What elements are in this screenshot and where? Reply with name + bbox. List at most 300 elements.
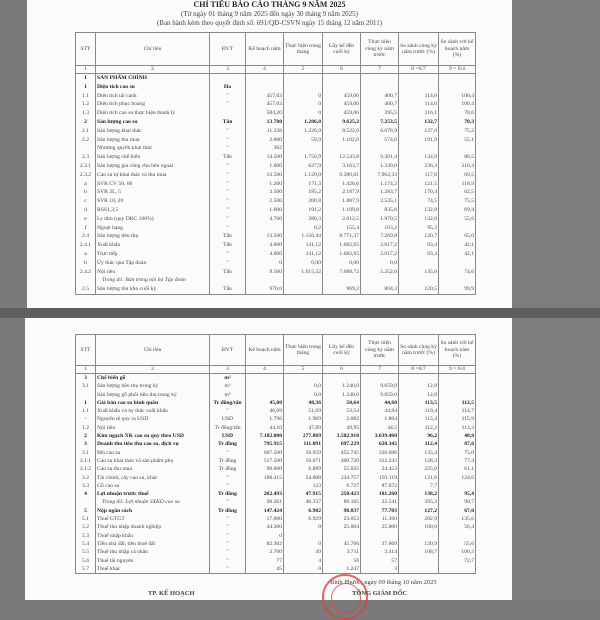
- value-cell: 1.240,0: [323, 382, 361, 390]
- row-unit: ": [210, 215, 246, 224]
- value-cell: 697.229: [323, 440, 361, 448]
- value-cell: 111.091: [284, 440, 323, 448]
- row-unit: ": [210, 482, 246, 490]
- row-unit: ": [210, 144, 246, 153]
- value-cell: 100,0: [399, 523, 439, 531]
- row-number: 2.3.2: [76, 171, 96, 180]
- row-unit: ": [210, 92, 246, 101]
- value-cell: 4: [284, 557, 323, 565]
- value-cell: 7.269,8: [361, 232, 399, 241]
- row-number: 3.1.2: [76, 465, 96, 473]
- value-cell: 124,6: [439, 474, 476, 482]
- value-cell: 86,5: [439, 153, 476, 162]
- row-label: Cao su thu mua: [96, 465, 210, 473]
- value-cell: [399, 83, 439, 92]
- value-cell: 141,12: [284, 250, 323, 259]
- column-header: So sánh với kế hoạch năm (%): [439, 33, 476, 66]
- value-cell: 48,8: [439, 432, 476, 440]
- value-cell: 13.500: [246, 232, 284, 241]
- value-cell: 23.053: [323, 515, 361, 523]
- row-label: Diện tích cao su: [96, 83, 210, 92]
- value-cell: 55,1: [439, 136, 476, 145]
- row-unit: Tr đồng/tấn: [210, 399, 246, 407]
- column-index: 4: [246, 366, 284, 374]
- value-cell: 181.260: [361, 490, 399, 498]
- value-cell: [323, 532, 361, 540]
- value-cell: 114,6: [399, 92, 439, 101]
- row-label: Mủ cao su: [96, 449, 210, 457]
- value-cell: 13.700: [246, 118, 284, 127]
- value-cell: 3.639.460: [361, 432, 399, 440]
- row-label: Doanh thu tiêu thụ cao su, dịch vụ: [96, 440, 210, 448]
- value-cell: [361, 374, 399, 383]
- value-cell: [246, 382, 284, 390]
- row-unit: ": [210, 171, 246, 180]
- place-date: Bình Phước, ngày 09 tháng 10 năm 2025: [330, 579, 437, 586]
- row-number: f: [76, 224, 96, 233]
- column-index: 6: [323, 66, 361, 74]
- document-decree: (Ban hành kèm theo quyết định số: 691/QĐ-CSVN ngày 15 tháng 12 năm 2011): [156, 19, 383, 27]
- value-cell: [284, 532, 323, 540]
- value-cell: 0: [284, 540, 323, 548]
- value-cell: [284, 285, 323, 294]
- table-row: [76, 507, 476, 515]
- row-label: SẢN PHẨM CHÍNH: [96, 74, 210, 83]
- table-row: [76, 557, 476, 565]
- value-cell: 970,0: [246, 285, 284, 294]
- value-cell: [284, 83, 323, 92]
- row-unit: ": [210, 498, 246, 506]
- column-header: Chỉ tiêu: [96, 335, 210, 366]
- column-index: 8 =6/7: [399, 66, 439, 74]
- row-unit: ": [210, 557, 246, 565]
- value-cell: 45: [246, 565, 284, 574]
- table-row: [76, 490, 476, 498]
- table-row: [76, 540, 476, 548]
- value-cell: 620.342: [361, 440, 399, 448]
- value-cell: 459,06: [323, 92, 361, 101]
- value-cell: 17.000: [246, 515, 284, 523]
- value-cell: 2.000: [246, 136, 284, 145]
- column-header: Thực hiện trong tháng: [284, 335, 323, 366]
- index-row: [76, 66, 476, 74]
- value-cell: 46,69: [246, 407, 284, 415]
- table-row: [76, 465, 476, 473]
- value-cell: 193.119: [361, 474, 399, 482]
- row-label: Thuế thu nhập cá nhân: [96, 548, 210, 556]
- table-row: [76, 92, 476, 101]
- table-row: [76, 474, 476, 482]
- row-number: 5.5: [76, 548, 96, 556]
- column-index: 3: [210, 66, 246, 74]
- row-unit: Tấn: [210, 285, 246, 294]
- value-cell: 574,6: [361, 136, 399, 145]
- table-row: [76, 374, 476, 383]
- value-cell: 127,6: [399, 127, 439, 136]
- row-number: 3: [76, 374, 96, 383]
- row-unit: ": [210, 474, 246, 482]
- table-row: [76, 215, 476, 224]
- column-header: So sánh cùng kỳ năm trước (%): [399, 33, 439, 66]
- value-cell: 77,4: [439, 457, 476, 465]
- value-cell: 1.600: [246, 206, 284, 215]
- value-cell: 607.500: [246, 449, 284, 457]
- value-cell: 11.338: [246, 127, 284, 136]
- row-unit: Tr đồng: [210, 507, 246, 515]
- value-cell: 0,0: [361, 259, 399, 268]
- value-cell: 69,5: [439, 171, 476, 180]
- row-number: 1.2: [76, 424, 96, 432]
- value-cell: 49,95: [323, 424, 361, 432]
- row-label: Cao su tự khai thác và thu mua: [96, 171, 210, 180]
- value-cell: [399, 374, 439, 383]
- value-cell: 95,4: [439, 490, 476, 498]
- value-cell: 191,2: [284, 206, 323, 215]
- row-unit: ": [210, 127, 246, 136]
- row-number: [76, 276, 96, 285]
- row-number: b: [76, 188, 96, 197]
- column-index: 5: [284, 366, 323, 374]
- value-cell: [284, 374, 323, 383]
- value-cell: 0,00: [284, 259, 323, 268]
- value-cell: 0: [246, 259, 284, 268]
- row-unit: USD: [210, 432, 246, 440]
- table-row: [76, 407, 476, 415]
- row-number: c: [76, 197, 96, 206]
- row-label: Ngoại hạng: [96, 224, 210, 233]
- row-number: 3.2: [76, 474, 96, 482]
- value-cell: 1.796: [246, 415, 284, 423]
- row-unit: Tấn: [210, 268, 246, 277]
- row-number: 1: [76, 399, 96, 407]
- row-unit: Tr đồng/tấn: [210, 424, 246, 432]
- value-cell: 119,4: [399, 407, 439, 415]
- value-cell: 6.982: [284, 507, 323, 515]
- value-cell: [361, 532, 399, 540]
- value-cell: 138,2: [399, 490, 439, 498]
- row-number: 2: [76, 432, 96, 440]
- row-number: 1.3: [76, 109, 96, 118]
- value-cell: 75,0: [439, 449, 476, 457]
- value-cell: [361, 144, 399, 153]
- value-cell: [246, 74, 284, 83]
- row-unit: Tấn: [210, 118, 246, 127]
- row-label: Chế biến gỗ: [96, 374, 210, 383]
- value-cell: 1.240,0: [323, 391, 361, 399]
- value-cell: 113,5: [399, 399, 439, 407]
- column-header: ĐVT: [210, 335, 246, 366]
- value-cell: [246, 276, 284, 285]
- value-cell: 1.339,0: [361, 162, 399, 171]
- value-cell: [439, 374, 476, 383]
- table-row: [76, 449, 476, 457]
- row-label: Cao su khai thác và sản phẩm phụ: [96, 457, 210, 465]
- value-cell: 517.500: [246, 457, 284, 465]
- value-cell: [439, 83, 476, 92]
- value-cell: 45,00: [246, 399, 284, 407]
- value-cell: 44,84: [361, 407, 399, 415]
- table-row: [76, 498, 476, 506]
- table-row: [76, 548, 476, 556]
- value-cell: 12.543,8: [323, 153, 361, 162]
- value-cell: 61,1: [439, 465, 476, 473]
- value-cell: 48,36: [284, 399, 323, 407]
- row-label: Sản lượng gia công cho bên ngoài: [96, 162, 210, 171]
- value-cell: 5.252,6: [361, 268, 399, 277]
- row-number: 2.1: [76, 127, 96, 136]
- row-label: Nội tiêu: [96, 268, 210, 277]
- row-number: [76, 498, 96, 506]
- value-cell: 9.659,0: [361, 391, 399, 399]
- row-label: Diện tích phục hoang: [96, 100, 210, 109]
- value-cell: 87.072: [361, 482, 399, 490]
- value-cell: [399, 74, 439, 83]
- row-number: 5.7: [76, 565, 96, 574]
- value-cell: 100,4: [439, 100, 476, 109]
- value-cell: 459,06: [323, 109, 361, 118]
- value-cell: 44.300: [246, 523, 284, 531]
- row-label: Ủy thác qua Tập đoàn: [96, 259, 210, 268]
- value-cell: 141,12: [284, 241, 323, 250]
- value-cell: [323, 74, 361, 83]
- value-cell: 188.415: [246, 474, 284, 482]
- row-unit: Tr đồng: [210, 440, 246, 448]
- value-cell: 202,9: [399, 515, 439, 523]
- value-cell: 0: [284, 523, 323, 531]
- value-cell: 2.612,5: [323, 215, 361, 224]
- value-cell: [323, 374, 361, 383]
- table-row: [76, 382, 476, 390]
- column-header: Lũy kế đến cuối kỳ: [323, 335, 361, 366]
- column-header: Thực hiện cùng kỳ năm trước: [361, 335, 399, 366]
- value-cell: 0: [246, 532, 284, 540]
- value-cell: [439, 259, 476, 268]
- value-cell: 316,4: [439, 162, 476, 171]
- row-unit: Tấn: [210, 153, 246, 162]
- row-number: 3.1: [76, 449, 96, 457]
- value-cell: 44,10: [246, 424, 284, 432]
- value-cell: 77.703: [361, 507, 399, 515]
- value-cell: 120,5: [399, 285, 439, 294]
- row-number: 1.2: [76, 100, 96, 109]
- column-index: 4: [246, 66, 284, 74]
- row-number: 2.5: [76, 285, 96, 294]
- value-cell: 459,06: [323, 100, 361, 109]
- row-number: [76, 391, 96, 399]
- row-number: b: [76, 259, 96, 268]
- value-cell: 4.700: [246, 215, 284, 224]
- left-signer: TP. KẾ HOẠCH: [148, 590, 195, 597]
- value-cell: 24.453: [361, 465, 399, 473]
- value-cell: 12,8: [399, 382, 439, 390]
- value-cell: 250.423: [323, 490, 361, 498]
- row-label: Nhượng quyền khai thác: [96, 144, 210, 153]
- table-row: [76, 109, 476, 118]
- value-cell: [246, 224, 284, 233]
- value-cell: 1.682,65: [323, 250, 361, 259]
- value-cell: 87,6: [439, 440, 476, 448]
- value-cell: [361, 74, 399, 83]
- column-index: 3: [210, 366, 246, 374]
- column-index: 7: [361, 366, 399, 374]
- value-cell: 185,2: [284, 188, 323, 197]
- value-cell: 1.102,6: [323, 136, 361, 145]
- row-number: 5.6: [76, 557, 96, 565]
- table-row: [76, 136, 476, 145]
- column-header: STT: [76, 33, 96, 66]
- value-cell: 1.887,9: [323, 197, 361, 206]
- row-number: 5: [76, 507, 96, 515]
- table-row: [76, 197, 476, 206]
- value-cell: 50,64: [323, 399, 361, 407]
- row-unit: m³: [210, 374, 246, 383]
- table-row: [76, 171, 476, 180]
- row-label: Trong đó: Bán trong nội bộ Tập đoàn: [96, 276, 210, 285]
- value-cell: 3.711: [323, 548, 361, 556]
- row-unit: [210, 74, 246, 83]
- row-label: Giá bán cao su bình quân: [96, 399, 210, 407]
- row-label: Thuế nhập khẩu: [96, 532, 210, 540]
- row-number: 1.1: [76, 92, 96, 101]
- value-cell: 47.915: [284, 490, 323, 498]
- row-label: Nộp ngân sách: [96, 507, 210, 515]
- row-label: Nội tiêu: [96, 424, 210, 432]
- row-label: Sản lượng tiêu thụ: [96, 232, 210, 241]
- value-cell: 1.283,7: [361, 188, 399, 197]
- table-row: [76, 457, 476, 465]
- value-cell: 54.008: [284, 474, 323, 482]
- value-cell: 11.360: [361, 515, 399, 523]
- value-cell: 6.929: [284, 515, 323, 523]
- value-cell: 584,20: [246, 109, 284, 118]
- value-cell: [399, 532, 439, 540]
- row-label: Thuế thu nhập doanh nghiệp: [96, 523, 210, 531]
- value-cell: [246, 391, 284, 399]
- row-number: 2.3.1: [76, 162, 96, 171]
- value-cell: 0: [284, 565, 323, 574]
- column-index: 2: [96, 366, 210, 374]
- value-cell: 56: [323, 557, 361, 565]
- value-cell: [439, 565, 476, 574]
- value-cell: 112,5: [439, 399, 476, 407]
- right-signer: TỔNG GIÁM ĐỐC: [352, 590, 408, 597]
- row-label: Lợi nhuận trước thuế: [96, 490, 210, 498]
- value-cell: 1.286,8: [284, 118, 323, 127]
- column-header: Thực hiện trong tháng: [284, 33, 323, 66]
- row-label: Sản lượng khai thác: [96, 127, 210, 136]
- row-number: I: [76, 74, 96, 83]
- value-cell: 121,5: [399, 180, 439, 189]
- row-label: Sản lượng cao su: [96, 118, 210, 127]
- value-cell: 117,8: [399, 171, 439, 180]
- row-number: 3.1.1: [76, 457, 96, 465]
- column-header: Chỉ tiêu: [96, 33, 210, 66]
- value-cell: [439, 532, 476, 540]
- value-cell: 77: [246, 557, 284, 565]
- value-cell: 50.071: [284, 457, 323, 465]
- value-cell: 112,4: [399, 440, 439, 448]
- value-cell: 200,8: [284, 197, 323, 206]
- value-cell: 170,4: [399, 188, 439, 197]
- value-cell: [284, 144, 323, 153]
- row-label: Gỗ cao su: [96, 482, 210, 490]
- value-cell: 9.500: [246, 268, 284, 277]
- row-label: RSS1,3,5: [96, 206, 210, 215]
- value-cell: 1.226,9: [284, 127, 323, 136]
- value-cell: 0: [284, 92, 323, 101]
- value-cell: 45.766: [323, 540, 361, 548]
- row-unit: ": [210, 515, 246, 523]
- table-row: [76, 415, 476, 423]
- row-unit: Tr đồng: [210, 465, 246, 473]
- row-number: 2.4.1: [76, 241, 96, 250]
- value-cell: [439, 482, 476, 490]
- value-cell: 90,7: [439, 498, 476, 506]
- value-cell: [439, 276, 476, 285]
- column-header: Lũy kế đến cuối kỳ: [323, 33, 361, 66]
- value-cell: 2.017,2: [361, 250, 399, 259]
- value-cell: 380,3: [284, 215, 323, 224]
- row-label: Trực tiếp: [96, 250, 210, 259]
- value-cell: 14.500: [246, 153, 284, 162]
- row-unit: m³: [210, 382, 246, 390]
- table-row: [76, 565, 476, 574]
- row-unit: ": [210, 259, 246, 268]
- value-cell: 3.500: [246, 188, 284, 197]
- value-cell: 1.109,8: [323, 206, 361, 215]
- row-label: SVR 10, 20: [96, 197, 210, 206]
- value-cell: 74,5: [399, 197, 439, 206]
- value-cell: 128,3: [399, 457, 439, 465]
- row-number: 3.1: [76, 382, 96, 390]
- value-cell: 82.302: [246, 540, 284, 548]
- value-cell: 171,3: [284, 180, 323, 189]
- column-index: 7: [361, 66, 399, 74]
- value-cell: 8.771,37: [323, 232, 361, 241]
- table-row: [76, 180, 476, 189]
- value-cell: [399, 276, 439, 285]
- row-label: Thuế GTGT: [96, 515, 210, 523]
- row-number: 5.4: [76, 540, 96, 548]
- value-cell: [323, 276, 361, 285]
- row-unit: USD: [210, 415, 246, 423]
- value-cell: 277.869: [284, 432, 323, 440]
- value-cell: 120,7: [399, 232, 439, 241]
- value-cell: 132,6: [399, 215, 439, 224]
- value-cell: 90.000: [246, 465, 284, 473]
- value-cell: 95,3: [399, 224, 439, 233]
- value-cell: 44,60: [361, 399, 399, 407]
- column-header: Thực hiện cùng kỳ năm trước: [361, 33, 399, 66]
- value-cell: 1.970,5: [361, 215, 399, 224]
- column-index: 1: [76, 366, 96, 374]
- value-cell: 65,0: [439, 232, 476, 241]
- row-unit: ": [210, 136, 246, 145]
- value-cell: 22.541: [361, 498, 399, 506]
- value-cell: 1.129,0: [284, 171, 323, 180]
- value-cell: 0,0: [284, 382, 323, 390]
- value-cell: 57: [361, 557, 399, 565]
- row-unit: ": [210, 407, 246, 415]
- row-label: SVR 3L, 5: [96, 188, 210, 197]
- row-number: 1.1: [76, 407, 96, 415]
- table-row: [76, 144, 476, 153]
- column-index: 6: [323, 366, 361, 374]
- value-cell: 312.243: [361, 457, 399, 465]
- value-cell: [323, 83, 361, 92]
- row-number: 1: [76, 83, 96, 92]
- value-cell: 400,7: [361, 92, 399, 101]
